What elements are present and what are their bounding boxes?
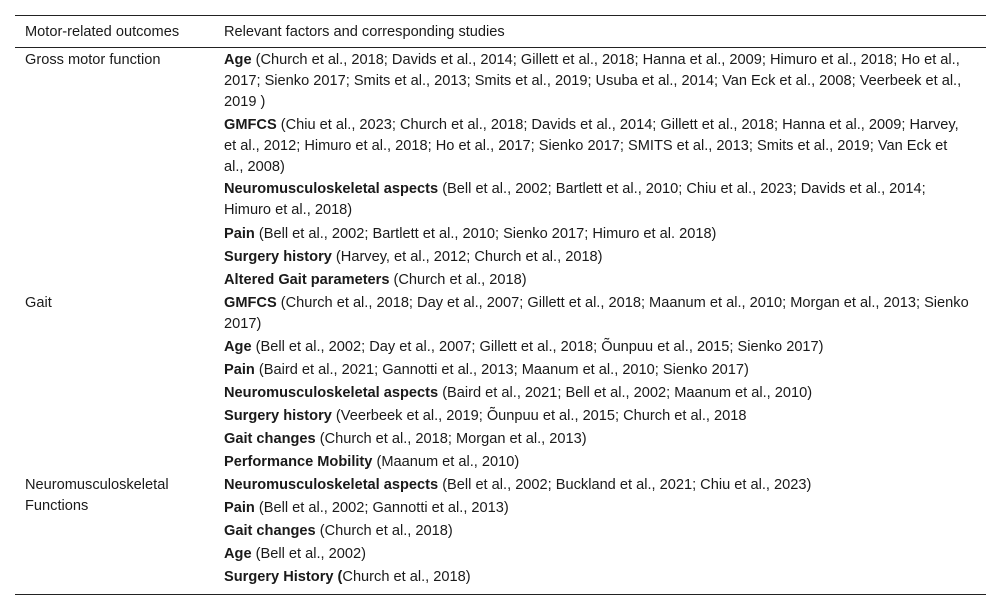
factor-refs: (Church et al., 2018): [315, 523, 453, 539]
factor-label: Performance Mobility: [224, 454, 373, 470]
factor-refs: (Bell et al., 2002; Gannotti et al., 2013): [254, 500, 509, 516]
entry-gmf-pain: [224, 224, 969, 245]
entry-gait-gmfcs: [224, 293, 969, 335]
entry-gmf-neuromusculoskeletal: [224, 179, 969, 221]
table-bottom-rule: [15, 594, 986, 595]
entry-gait-age: [224, 337, 969, 358]
table-header-rule: [15, 47, 986, 48]
factor-label: Neuromusculoskeletal aspects: [224, 385, 439, 401]
factor-label: Neuromusculoskeletal aspects: [224, 477, 439, 493]
factor-label: GMFCS: [224, 117, 277, 133]
factor-refs: (Church et al., 2018; Day et al., 2007; Gillett et al., 2018; Maanum et al., 2010; Morgan et al., 2013; Sienko 2017): [224, 295, 969, 332]
factor-label: Pain: [224, 362, 255, 378]
outcome-neuromusculoskeletal-functions: [25, 475, 169, 517]
factor-refs: (Bell et al., 2002): [251, 546, 366, 562]
entry-nmf-pain: [224, 498, 969, 519]
factor-refs: (Maanum et al., 2010): [372, 454, 520, 470]
entry-nmf-gait-changes: [224, 521, 969, 542]
factor-label: Surgery history: [224, 408, 332, 424]
factor-refs: (Church et al., 2018): [389, 272, 527, 288]
entry-nmf-surgery-history: [224, 567, 969, 588]
entry-gait-surgery-history: [224, 406, 969, 427]
header-motor-outcomes: Motor-related outcomes: [25, 24, 180, 40]
entry-nmf-neuromusculoskeletal: [224, 475, 969, 496]
entry-gmf-surgery-history: [224, 247, 969, 268]
entry-gait-pain: [224, 360, 969, 381]
outcome-line-2: Functions: [25, 498, 89, 514]
factor-refs: (Bell et al., 2002; Buckland et al., 2021; Chiu et al., 2023): [438, 477, 812, 493]
factor-label: Pain: [224, 500, 255, 516]
factor-label: GMFCS: [224, 295, 277, 311]
factor-label: Gait changes: [224, 523, 316, 539]
factor-label: Age: [224, 52, 252, 68]
factor-refs: (Harvey, et al., 2012; Church et al., 2018): [331, 249, 603, 265]
factor-label: Altered Gait parameters: [224, 272, 390, 288]
factor-refs: (Bell et al., 2002; Bartlett et al., 2010; Chiu et al., 2023; Davids et al., 2014; Himuro et al., 2018): [224, 181, 926, 218]
entry-gait-performance-mobility: [224, 452, 969, 473]
outcome-gross-motor-function: Gross motor function: [25, 52, 161, 68]
outcome-line-1: Neuromusculoskeletal: [25, 477, 169, 493]
entry-nmf-age: [224, 544, 969, 565]
factor-refs: (Church et al., 2018; Davids et al., 2014; Gillett et al., 2018; Hanna et al., 2009; Himuro et al., 2018; Ho et al., 2017; Sienko 2017; Smits et al., 2013; Smits et al., 2019; Usuba et al., 2014; Van Eck et al., 2008; Veerbeek et al., 2019 ): [224, 52, 962, 110]
factor-refs: (Church et al., 2018; Morgan et al., 2013): [315, 431, 587, 447]
header-relevant-factors: Relevant factors and corresponding studies: [224, 24, 505, 40]
factor-refs: (Chiu et al., 2023; Church et al., 2018; Davids et al., 2014; Gillett et al., 2018; Hanna et al., 2009; Harvey, et al., 2012; Himuro et al., 2018; Ho et al., 2017; Sienko 2017; SMITS et al., 2013; Smits et al., 2019; Van Eck et al., 2008): [224, 117, 959, 175]
factor-refs: (Bell et al., 2002; Day et al., 2007; Gillett et al., 2018; Õunpuu et al., 2015; Sienko 2017): [251, 339, 824, 355]
entry-gmf-gmfcs: [224, 115, 969, 178]
factor-label: Neuromusculoskeletal aspects: [224, 181, 439, 197]
factor-refs: (Bell et al., 2002; Bartlett et al., 2010; Sienko 2017; Himuro et al. 2018): [254, 226, 717, 242]
factor-label: Surgery History (: [224, 569, 343, 585]
entry-gmf-altered-gait: [224, 270, 969, 291]
factor-label: Age: [224, 546, 252, 562]
factor-refs: Church et al., 2018): [342, 569, 471, 585]
factor-label: Surgery history: [224, 249, 332, 265]
factor-refs: (Baird et al., 2021; Bell et al., 2002; Maanum et al., 2010): [438, 385, 813, 401]
factor-label: Age: [224, 339, 252, 355]
factor-label: Pain: [224, 226, 255, 242]
entry-gait-gait-changes: [224, 429, 969, 450]
factor-refs: (Baird et al., 2021; Gannotti et al., 2013; Maanum et al., 2010; Sienko 2017): [254, 362, 749, 378]
factor-refs: (Veerbeek et al., 2019; Õunpuu et al., 2015; Church et al., 2018: [331, 408, 747, 424]
entry-gmf-age: [224, 50, 969, 113]
table-top-rule: [15, 15, 986, 16]
factor-label: Gait changes: [224, 431, 316, 447]
entry-gait-neuromusculoskeletal: [224, 383, 969, 404]
outcome-gait: Gait: [25, 295, 52, 311]
